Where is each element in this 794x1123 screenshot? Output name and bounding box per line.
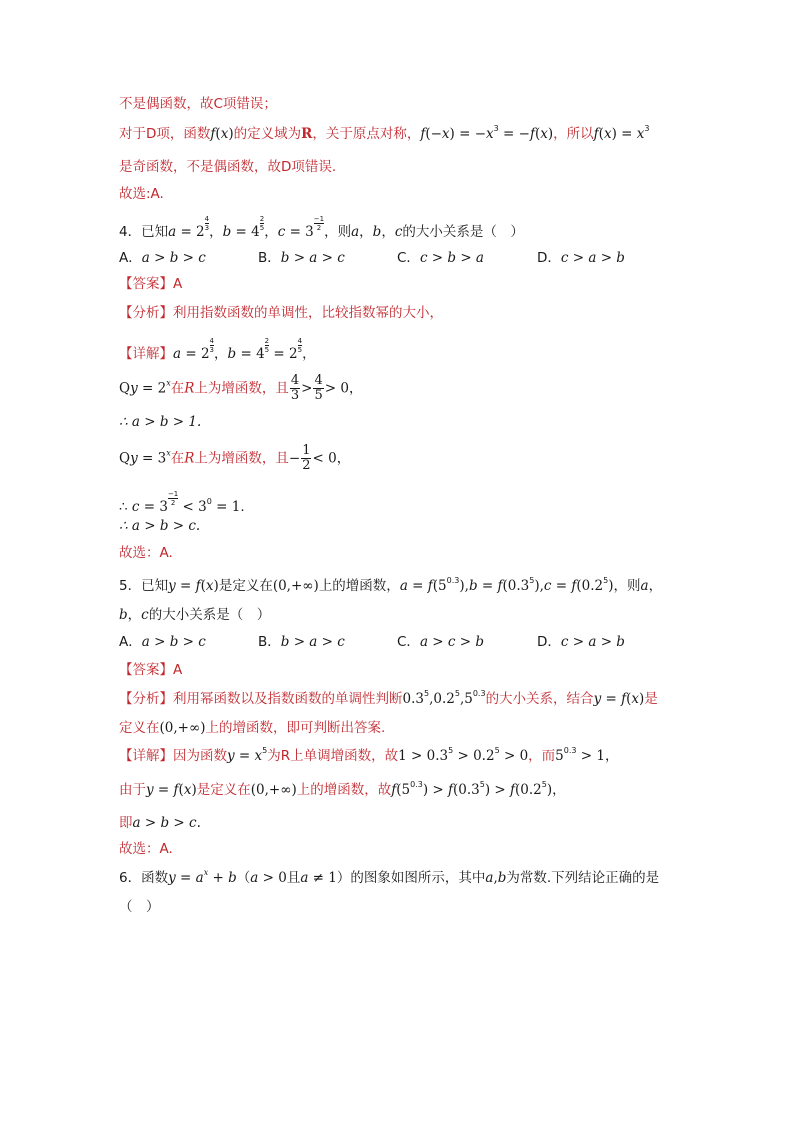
q5-stem-line-1: 5．已知y = f(x)是定义在(0,+∞)上的增函数，$a = f(5^{0.3}),b = f(0.3^5),c = f(0.2^5)$，则a， — [119, 576, 663, 594]
prev-line-3: 是奇函数，不是偶函数，故D项错误. — [119, 159, 337, 175]
q4-option-c[interactable]: C．c > b > a — [397, 250, 484, 266]
q4-option-a[interactable]: A．a > b > c — [119, 250, 206, 266]
prev-line-1: 不是偶函数，故C项错误； — [119, 96, 277, 112]
q4-detail-line-4: $Qy = 3^x$在R上为增函数，且− $\frac{1}{2}$ < 0， — [119, 443, 351, 473]
q5-analysis-line-2: 定义在(0,+∞)上的增函数，即可判断出答案. — [119, 720, 386, 736]
q5-option-b[interactable]: B．b > a > c — [258, 634, 345, 650]
q4-option-d[interactable]: D．c > a > b — [537, 250, 625, 266]
q4-detail-line-5: ∴ c = 3 $\frac{-1}{2}$ < $3^0 = 1$. — [119, 490, 245, 515]
q4-detail-line-2: $Qy = 2^x$在R上为增函数，且 $\frac{4}{3}$ > $\frac{4}{5}$ > 0， — [119, 373, 363, 403]
q4-analysis: 【分析】利用指数函数的单调性，比较指数幂的大小， — [119, 305, 443, 321]
q5-option-c[interactable]: C．a > c > b — [397, 634, 484, 650]
q4-stem: 4．已知a = 2 $\frac{4}{3}$ ，b = 4 $\frac{2}{5}$ ，c = 3 $\frac{-1}{2}$ ，则a，b，c的大小关系是（ ） — [119, 215, 524, 240]
q4-conclusion: 故选：A. — [119, 545, 173, 561]
prev-conclusion: 故选:A. — [119, 186, 164, 202]
prev-line-2: 对于D项，函数f(x)的定义域为R，关于原点对称，$f(-x) = -x^3 = -f(x)$，所以$f(x) = x^3$ — [119, 124, 650, 142]
q5-stem-line-2: b，c的大小关系是（ ） — [119, 607, 271, 623]
q5-detail-line-1: 【详解】因为函数$y = x^5$为R上单调增函数，故$1 > 0.3^5 > 0.2^5 > 0$，而$5^{0.3} > 1$， — [119, 746, 619, 764]
q4-answer: 【答案】A — [119, 276, 183, 292]
q5-option-a[interactable]: A．a > b > c — [119, 634, 206, 650]
q5-detail-line-3: 即a > b > c. — [119, 815, 201, 831]
q4-detail-line-3: ∴ a > b > 1. — [119, 414, 202, 430]
q5-detail-line-2: 由于y = f(x)是定义在(0,+∞)上的增函数，故$f(5^{0.3}) > f(0.3^5) > f(0.2^5)$， — [119, 780, 566, 798]
q6-stem-line-1: 6．函数$y = a^x + b(a > 0$且a ≠ 1）的图象如图所示，其中a,b为常数.下列结论正确的是 — [119, 868, 660, 886]
q5-conclusion: 故选：A. — [119, 841, 173, 857]
q6-stem-line-2: （ ） — [119, 899, 160, 915]
q4-option-b[interactable]: B．b > a > c — [258, 250, 345, 266]
q4-detail-line-1: 【详解】a = 2 $\frac{4}{3}$ ，b = 4 $\frac{2}{5}$ = 2 $\frac{4}{5}$ ， — [119, 337, 316, 362]
q5-answer: 【答案】A — [119, 662, 183, 678]
q5-analysis-line-1: 【分析】利用幂函数以及指数函数的单调性判断$0.3^5,0.2^5,5^{0.3}$的大小关系，结合y = f(x)是 — [119, 689, 658, 707]
q5-option-d[interactable]: D．c > a > b — [537, 634, 625, 650]
q4-detail-line-6: ∴ a > b > c. — [119, 518, 201, 534]
